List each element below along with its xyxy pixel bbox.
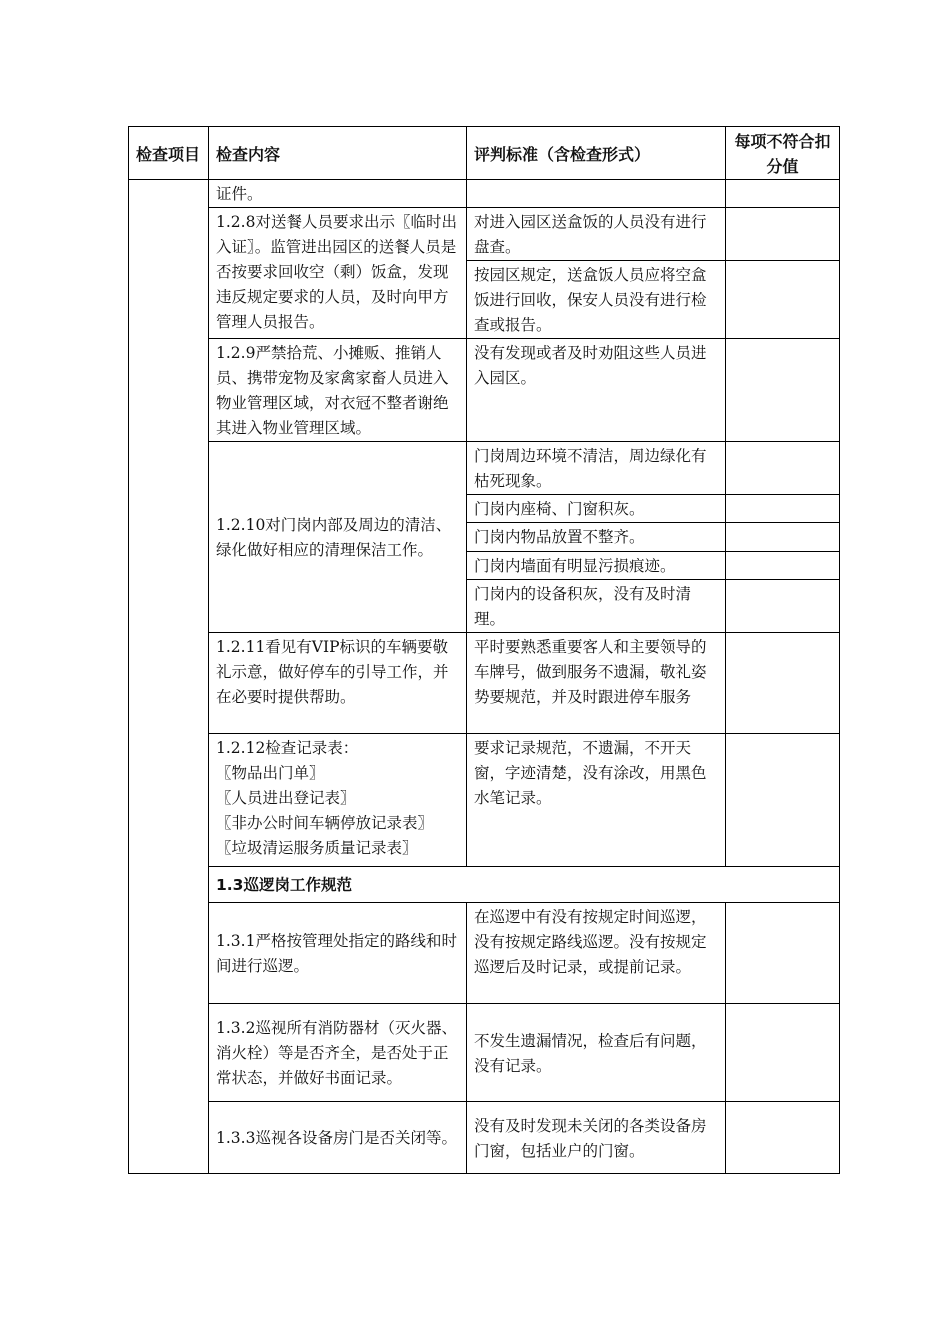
content-cell: 1.3.1严格按管理处指定的路线和时间进行巡逻。 — [209, 903, 467, 1004]
form-item: 〖非办公时间车辆停放记录表〗 — [216, 814, 434, 832]
deduction-cell — [726, 1004, 840, 1102]
deduction-cell — [726, 734, 840, 867]
criteria-cell: 在巡逻中有没有按规定时间巡逻，没有按规定路线巡逻。没有按规定巡逻后及时记录，或提前记录。 — [467, 903, 726, 1004]
deduction-cell — [726, 180, 840, 208]
deduction-cell — [726, 339, 840, 442]
criteria-cell: 没有发现或者及时劝阻这些人员进入园区。 — [467, 339, 726, 442]
deduction-cell — [726, 261, 840, 339]
deduction-cell — [726, 1102, 840, 1174]
table-row — [129, 1004, 840, 1102]
criteria-cell: 门岗内座椅、门窗积灰。 — [467, 495, 726, 523]
content-cell: 1.2.11看见有VIP标识的车辆要敬礼示意，做好停车的引导工作，并在必要时提供帮助。 — [209, 633, 467, 734]
criteria-cell: 按园区规定，送盒饭人员应将空盒饭进行回收，保安人员没有进行检查或报告。 — [467, 261, 726, 339]
item-cell-empty — [129, 180, 209, 1174]
table-row — [129, 442, 840, 495]
header-criteria: 评判标准（含检查形式） — [467, 127, 726, 180]
criteria-cell: 要求记录规范，不遗漏，不开天窗，字迹清楚，没有涂改，用黑色水笔记录。 — [467, 734, 726, 867]
table-row — [129, 633, 840, 734]
criteria-cell: 不发生遗漏情况，检查后有问题，没有记录。 — [467, 1004, 726, 1102]
criteria-cell: 门岗内的设备积灰，没有及时清理。 — [467, 580, 726, 633]
table-row — [129, 180, 840, 208]
criteria-cell: 门岗周边环境不清洁，周边绿化有枯死现象。 — [467, 442, 726, 495]
table-row — [129, 903, 840, 1004]
criteria-cell: 平时要熟悉重要客人和主要领导的车牌号，做到服务不遗漏，敬礼姿势要规范，并及时跟进停车服务 — [467, 633, 726, 734]
content-cell: 1.3.2巡视所有消防器材（灭火器、消火栓）等是否齐全，是否处于正常状态，并做好书面记录。 — [209, 1004, 467, 1102]
criteria-cell: 对进入园区送盒饭的人员没有进行盘查。 — [467, 208, 726, 261]
header-deduction: 每项不符合扣分值 — [726, 127, 840, 180]
content-cell: 1.2.10对门岗内部及周边的清洁、绿化做好相应的清理保洁工作。 — [209, 442, 467, 633]
criteria-cell: 门岗内墙面有明显污损痕迹。 — [467, 552, 726, 580]
content-cell: 证件。 — [209, 180, 467, 208]
content-cell: 1.2.9严禁拾荒、小摊贩、推销人员、携带宠物及家禽家畜人员进入物业管理区域，对衣冠不整者谢绝其进入物业管理区域。 — [209, 339, 467, 442]
content-cell: 1.2.8对送餐人员要求出示〖临时出入证〗。监管进出园区的送餐人员是否按要求回收空（剩）饭盒，发现违反规定要求的人员，及时向甲方管理人员报告。 — [209, 208, 467, 339]
deduction-cell — [726, 903, 840, 1004]
content-cell — [209, 734, 467, 867]
deduction-cell — [726, 580, 840, 633]
deduction-cell — [726, 495, 840, 523]
table-row — [129, 208, 840, 261]
criteria-cell: 没有及时发现未关闭的各类设备房门窗，包括业户的门窗。 — [467, 1102, 726, 1174]
criteria-cell — [467, 180, 726, 208]
deduction-cell — [726, 633, 840, 734]
content-cell: 1.3.3巡视各设备房门是否关闭等。 — [209, 1102, 467, 1174]
header-row — [129, 127, 840, 180]
deduction-cell — [726, 523, 840, 552]
deduction-cell — [726, 442, 840, 495]
header-item: 检查项目 — [129, 127, 209, 180]
criteria-cell: 门岗内物品放置不整齐。 — [467, 523, 726, 552]
form-item: 〖物品出门单〗 — [216, 764, 325, 782]
table-row — [129, 339, 840, 442]
form-list-title: 1.2.12检查记录表： — [216, 739, 359, 757]
section-title: 1.3巡逻岗工作规范 — [209, 867, 840, 903]
section-row — [129, 867, 840, 903]
table-row — [129, 734, 840, 867]
inspection-table — [128, 126, 840, 1174]
form-item: 〖人员进出登记表〗 — [216, 789, 356, 807]
form-item: 〖垃圾清运服务质量记录表〗 — [216, 839, 418, 857]
deduction-cell — [726, 552, 840, 580]
deduction-cell — [726, 208, 840, 261]
header-content: 检查内容 — [209, 127, 467, 180]
table-row — [129, 1102, 840, 1174]
